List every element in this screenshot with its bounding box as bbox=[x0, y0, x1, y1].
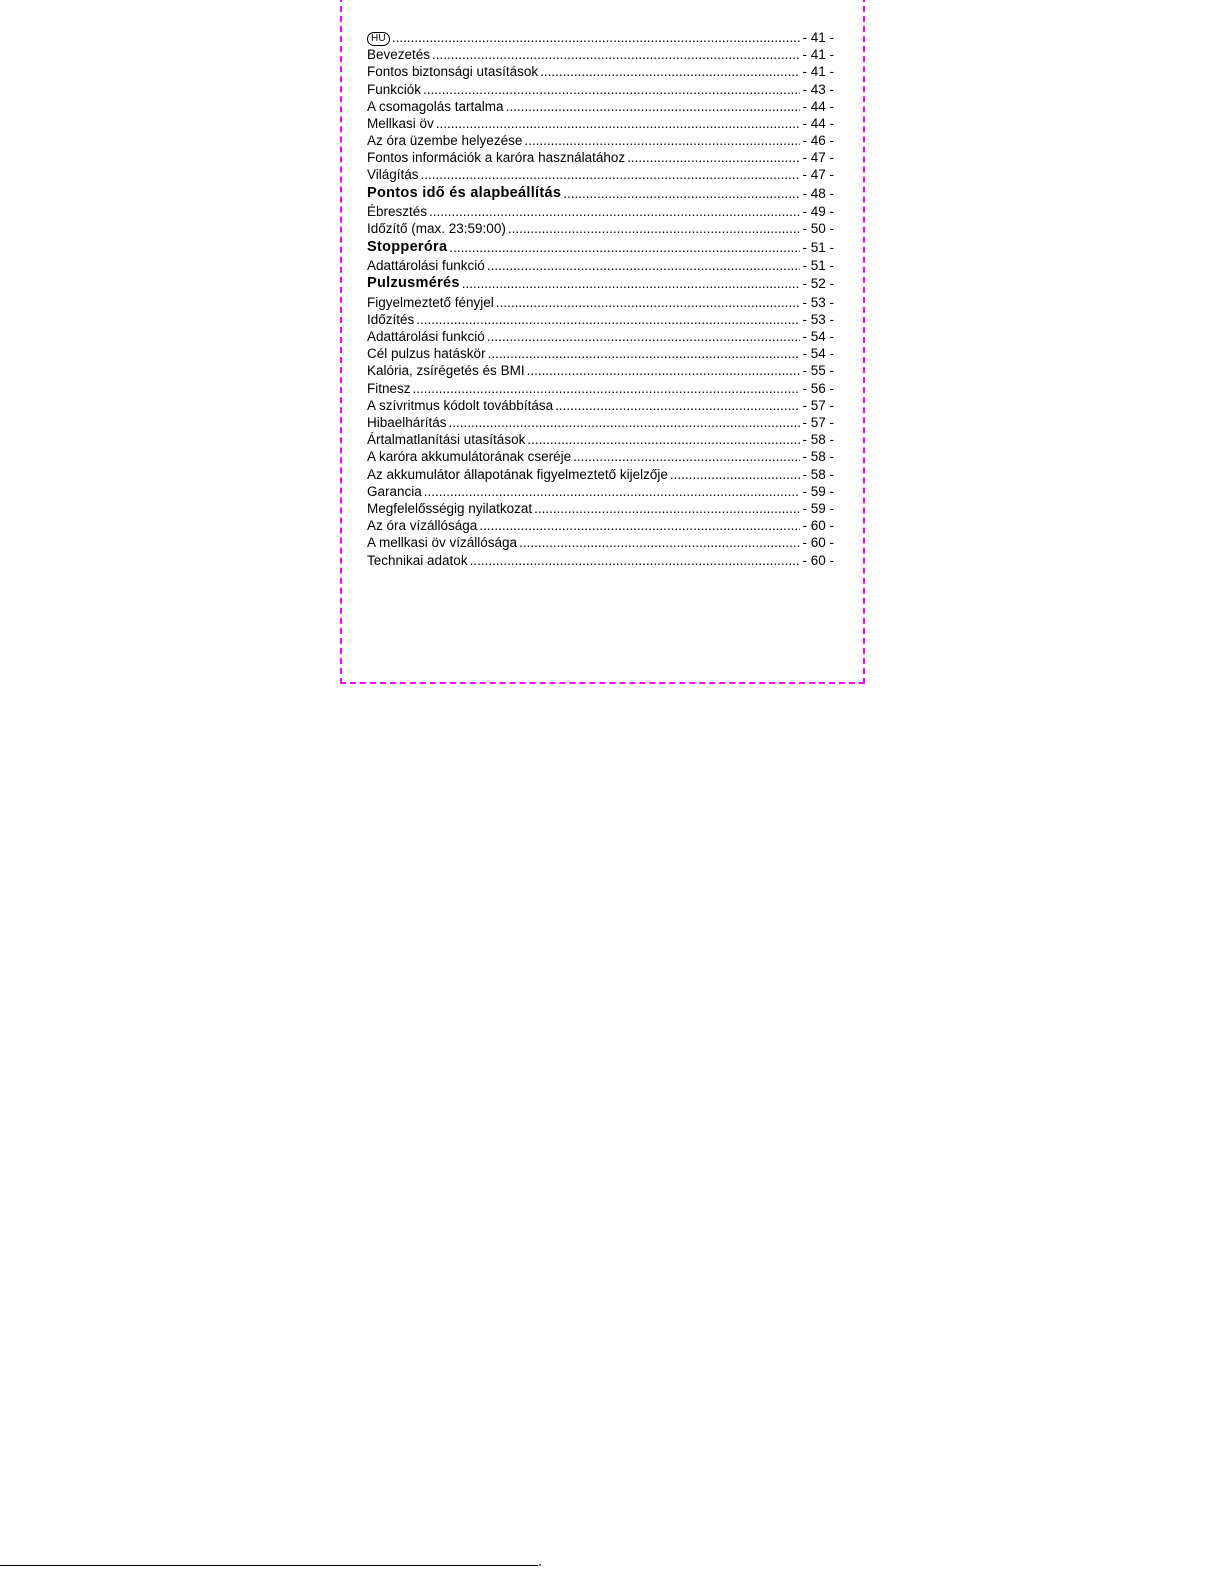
toc-page-number: - 46 - bbox=[802, 133, 834, 149]
toc-entry[interactable] bbox=[367, 414, 834, 431]
toc-entry-label: Az akkumulátor állapotának figyelmeztető kijelzője bbox=[367, 466, 668, 482]
toc-entry-label: Megfelelősségig nyilatkozat bbox=[367, 500, 533, 516]
leader-dots bbox=[424, 483, 801, 500]
toc-entry[interactable] bbox=[367, 431, 834, 448]
leader-dots bbox=[413, 380, 801, 397]
leader-dots bbox=[527, 431, 800, 448]
leader-dots bbox=[496, 294, 801, 311]
toc-page-number: - 48 - bbox=[802, 185, 834, 201]
toc-entry[interactable] bbox=[367, 483, 834, 500]
toc-entry-label: Az óra vízállósága bbox=[367, 518, 478, 534]
toc-entry-label: Időzítő (max. 23:59:00) bbox=[367, 221, 506, 237]
toc-entry[interactable] bbox=[367, 363, 834, 380]
toc-page-number: - 53 - bbox=[802, 294, 834, 310]
toc-entry-label: Időzítés bbox=[367, 311, 415, 327]
toc-page-number: - 55 - bbox=[802, 363, 834, 379]
toc-entry-label: Fontos információk a karóra használatához bbox=[367, 150, 626, 166]
toc-entry[interactable] bbox=[367, 132, 834, 149]
toc-entry[interactable] bbox=[367, 274, 834, 294]
toc-entry-label: Cél pulzus hatáskör bbox=[367, 346, 486, 362]
toc-entry-label: Mellkasi öv bbox=[367, 115, 434, 131]
toc-entry[interactable] bbox=[367, 149, 834, 166]
toc-list bbox=[367, 46, 834, 569]
toc-entry[interactable] bbox=[367, 220, 834, 237]
toc-page-number: - 60 - bbox=[802, 552, 834, 568]
toc-entry[interactable] bbox=[367, 534, 834, 551]
leader-dots bbox=[573, 448, 800, 465]
leader-dots bbox=[555, 397, 800, 414]
toc-entry-label: Ártalmatlanítási utasítások bbox=[367, 432, 526, 448]
toc-entry-label: Bevezetés bbox=[367, 47, 431, 63]
leader-dots bbox=[487, 257, 801, 274]
toc-page-number: - 54 - bbox=[802, 329, 834, 345]
toc-entry[interactable] bbox=[367, 380, 834, 397]
toc-page-number: - 56 - bbox=[802, 380, 834, 396]
toc-entry-label: Technikai adatok bbox=[367, 552, 468, 568]
toc-entry-label: A karóra akkumulátorának cseréje bbox=[367, 449, 572, 465]
toc-page-number: - 58 - bbox=[802, 466, 834, 482]
toc-entry[interactable] bbox=[367, 517, 834, 534]
toc-entry[interactable] bbox=[367, 552, 834, 569]
toc-page-number: - 53 - bbox=[802, 311, 834, 327]
toc-entry[interactable] bbox=[367, 81, 834, 98]
toc-entry[interactable] bbox=[367, 257, 834, 274]
toc-page-number: - 59 - bbox=[802, 483, 834, 499]
toc-entry-label: Kalória, zsírégetés és BMI bbox=[367, 363, 525, 379]
toc-entry[interactable] bbox=[367, 311, 834, 328]
toc-page-number: - 41 - bbox=[802, 47, 834, 63]
toc-entry-label: Figyelmeztető fényjel bbox=[367, 294, 494, 310]
leader-dots bbox=[416, 311, 800, 328]
toc-entry[interactable] bbox=[367, 466, 834, 483]
toc-page-number: - 47 - bbox=[802, 167, 834, 183]
leader-dots bbox=[527, 362, 801, 379]
leader-dots bbox=[627, 149, 800, 166]
leader-dots bbox=[429, 203, 800, 220]
toc-page-number: - 41 - bbox=[802, 29, 834, 45]
toc-page-number: - 60 - bbox=[802, 518, 834, 534]
toc-entry-label: A csomagolás tartalma bbox=[367, 98, 504, 114]
leader-dots bbox=[540, 63, 800, 80]
toc-entry[interactable] bbox=[367, 328, 834, 345]
toc-entry-label: Hibaelhárítás bbox=[367, 415, 447, 431]
toc-page-number: - 51 - bbox=[802, 239, 834, 255]
hu-language-icon: HU bbox=[367, 32, 390, 46]
toc-page-number: - 59 - bbox=[802, 500, 834, 516]
toc-page-number: - 57 - bbox=[802, 397, 834, 413]
leader-dots bbox=[524, 132, 800, 149]
footer-rule bbox=[0, 1565, 538, 1566]
leader-dots bbox=[449, 414, 801, 431]
toc-page-number: - 60 - bbox=[802, 535, 834, 551]
toc-entry[interactable] bbox=[367, 397, 834, 414]
leader-dots bbox=[449, 238, 800, 258]
leader-dots bbox=[506, 98, 801, 115]
toc-entry-label: Pontos idő és alapbeállítás bbox=[367, 184, 562, 201]
toc-entry[interactable] bbox=[367, 184, 834, 204]
toc-page-number: - 54 - bbox=[802, 346, 834, 362]
toc-entry-label: Adattárolási funkció bbox=[367, 258, 485, 274]
leader-dots bbox=[488, 345, 801, 362]
leader-dots bbox=[423, 81, 800, 98]
toc-page-number: - 47 - bbox=[802, 150, 834, 166]
toc-page-number: - 44 - bbox=[802, 98, 834, 114]
toc-entry-label: Pulzusmérés bbox=[367, 275, 460, 292]
leader-dots bbox=[487, 328, 801, 345]
leader-dots bbox=[479, 517, 800, 534]
toc-entry-label: Adattárolási funkció bbox=[367, 329, 485, 345]
leader-dots bbox=[436, 115, 801, 132]
footer-marker bbox=[539, 1564, 541, 1566]
toc-page-number: - 41 - bbox=[802, 64, 834, 80]
leader-dots bbox=[519, 534, 800, 551]
leader-dots bbox=[534, 500, 800, 517]
toc-entry-label: A mellkasi öv vízállósága bbox=[367, 535, 518, 551]
toc-entry[interactable] bbox=[367, 238, 834, 258]
toc-entry[interactable] bbox=[367, 46, 834, 63]
toc-entry-label: A szívritmus kódolt továbbítása bbox=[367, 397, 554, 413]
leader-dots bbox=[421, 166, 801, 183]
leader-dots bbox=[508, 220, 801, 237]
toc-entry[interactable] bbox=[367, 167, 834, 184]
leader-dots bbox=[432, 46, 800, 63]
toc-entry-label: Fontos biztonsági utasítások bbox=[367, 64, 539, 80]
toc-page-number: - 43 - bbox=[802, 81, 834, 97]
toc-entry[interactable] bbox=[367, 345, 834, 362]
toc-page-number: - 51 - bbox=[802, 258, 834, 274]
toc-entry[interactable] bbox=[367, 63, 834, 80]
leader-dots bbox=[563, 184, 800, 204]
toc-entry[interactable] bbox=[367, 294, 834, 311]
toc-page-number: - 58 - bbox=[802, 432, 834, 448]
toc-entry[interactable] bbox=[367, 98, 834, 115]
toc-page-number: - 50 - bbox=[802, 221, 834, 237]
toc-page-number: - 44 - bbox=[802, 115, 834, 131]
toc-entry-label: Garancia bbox=[367, 483, 422, 499]
toc-entry[interactable] bbox=[367, 203, 834, 220]
toc-entry-label: Ébresztés bbox=[367, 204, 428, 220]
toc-page-number: - 57 - bbox=[802, 415, 834, 431]
toc-entry-label: Világítás bbox=[367, 167, 419, 183]
toc-entry-label: Az óra üzembe helyezése bbox=[367, 133, 523, 149]
leader-dots bbox=[462, 274, 801, 294]
toc-entry-label: Fitnesz bbox=[367, 380, 411, 396]
toc-page-number: - 58 - bbox=[802, 449, 834, 465]
toc-entry-label: Stopperóra bbox=[367, 238, 448, 255]
language-badge bbox=[367, 29, 390, 46]
leader-dots bbox=[670, 466, 801, 483]
toc-entry[interactable] bbox=[367, 448, 834, 465]
toc-header-row bbox=[367, 29, 834, 46]
toc-entry-label: Funkciók bbox=[367, 81, 422, 97]
leader-dots bbox=[392, 29, 801, 46]
toc-page-number: - 52 - bbox=[802, 276, 834, 292]
toc-entry[interactable] bbox=[367, 115, 834, 132]
toc-entry[interactable] bbox=[367, 500, 834, 517]
toc-page-number: - 49 - bbox=[802, 204, 834, 220]
leader-dots bbox=[470, 552, 801, 569]
table-of-contents bbox=[367, 29, 834, 569]
